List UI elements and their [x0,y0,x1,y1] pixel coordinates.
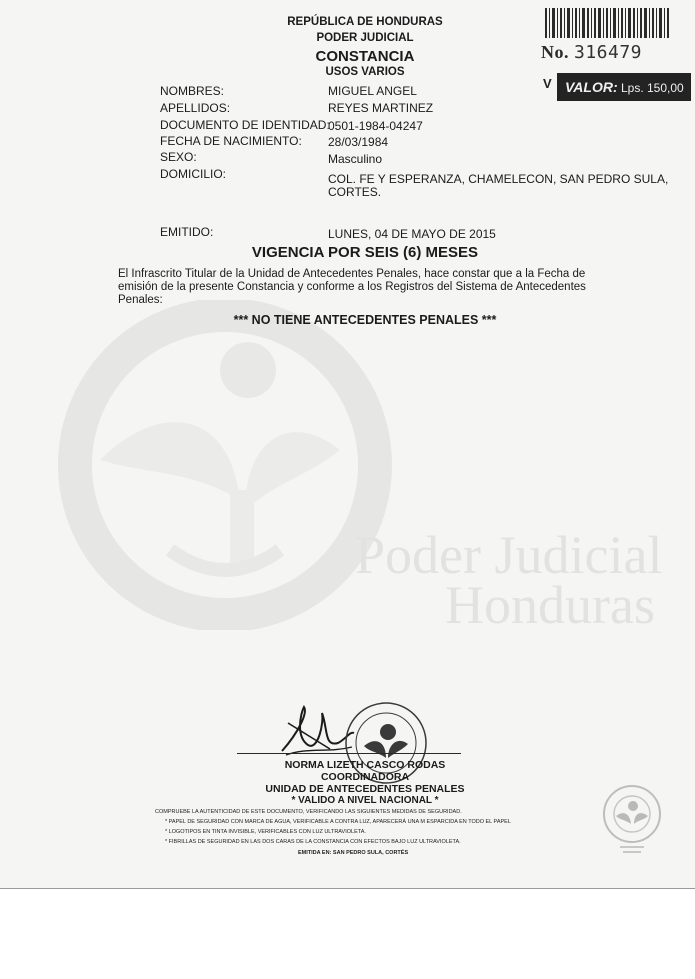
document-subtitle: USOS VARIOS [325,66,405,78]
watermark-text-line2: Honduras [445,575,655,635]
security-note-1: * PAPEL DE SEGURIDAD CON MARCA DE AGUA, VERIFICABLE A CONTRA LUZ, APARECERÁ UNA M ESPARCIDA EN TODO EL PAPEL [165,819,511,825]
security-note-2: * LOGOTIPOS EN TINTA INVISIBLE, VERIFICABLES CON LUZ ULTRAVIOLETA. [165,829,366,835]
field-label-domicilio: DOMICILIO: [160,167,227,181]
signature-line [237,753,461,754]
field-label-documento: DOCUMENTO DE IDENTIDAD: [160,118,330,132]
field-value-documento: 0501-1984-04247 [328,119,423,133]
field-value-apellidos: REYES MARTINEZ [328,101,434,115]
emitido-label: EMITIDO: [160,225,214,239]
statement-paragraph: El Infrascrito Titular de la Unidad de Antecedentes Penales, hace constar que a la Fecha de emisión de la presente Constancia y conforme a los Registros del Sistema de Antecedentes Penales: [118,268,586,306]
header-country: REPÚBLICA DE HONDURAS [287,16,443,28]
emitido-value: LUNES, 04 DE MAYO DE 2015 [328,227,496,241]
serial-number [541,42,642,63]
signatory-name: NORMA LIZETH CASCO RODAS [284,759,446,771]
scan-margin [0,888,695,979]
field-label-fecha-nacimiento: FECHA DE NACIMIENTO: [160,134,302,148]
signatory-unit: UNIDAD DE ANTECEDENTES PENALES [265,783,465,795]
emitted-location: EMITIDA EN: SAN PEDRO SULA, CORTÉS [298,850,409,856]
watermark-text-line1: Poder Judicial [355,525,663,585]
security-note-header: COMPRUEBE LA AUTENTICIDAD DE ESTE DOCUMENTO, VERIFICANDO LAS SIGUIENTES MEDIDAS DE SEGURIDAD. [155,809,462,815]
valor-box [557,73,691,101]
lower-right-seal-icon [598,784,666,856]
field-value-sexo: Masculino [328,152,383,166]
field-label-apellidos: APELLIDOS: [160,101,231,115]
barcode-icon [545,8,671,38]
document-title: CONSTANCIA [315,48,415,65]
result-statement: *** NO TIENE ANTECEDENTES PENALES *** [233,313,497,327]
valor-prefix: V [543,76,552,91]
header-institution: PODER JUDICIAL [316,32,414,44]
serial-label: No. [541,42,569,62]
field-value-domicilio-line2: CORTES. [328,185,382,199]
field-label-nombres: NOMBRES: [160,84,225,98]
field-value-nombres: MIGUEL ANGEL [328,84,417,98]
field-value-fecha-nacimiento: 28/03/1984 [328,135,389,149]
field-label-sexo: SEXO: [160,150,197,164]
valor-label: VALOR: [565,79,618,95]
vigencia-heading: VIGENCIA POR SEIS (6) MESES [251,244,479,261]
field-value-domicilio: COL. FE Y ESPERANZA, CHAMELECON, SAN PEDRO SULA, [328,172,669,186]
serial-value: 316479 [574,42,643,63]
validity-note: * VALIDO A NIVEL NACIONAL * [291,795,439,806]
valor-amount: Lps. 150,00 [620,81,684,95]
signatory-role: COORDINADORA [320,771,410,783]
security-note-3: * FIBRILLAS DE SEGURIDAD EN LAS DOS CARAS DE LA CONSTANCIA CON EFECTOS BAJO LUZ ULTRAVIOLETA. [165,839,461,845]
